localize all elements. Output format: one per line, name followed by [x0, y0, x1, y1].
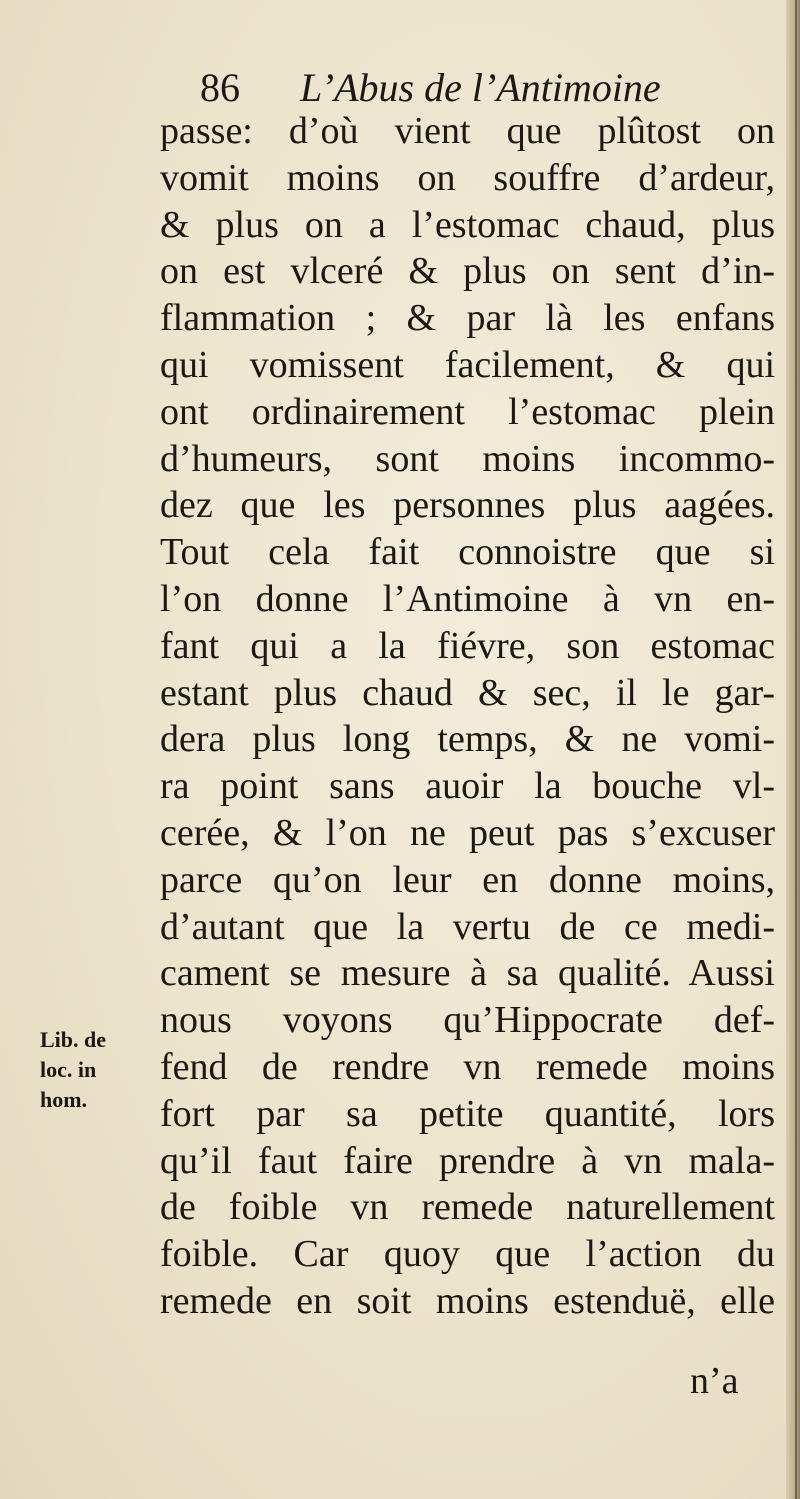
page-edge-line — [795, 0, 797, 1499]
text-line: ont ordinairement l’estomac plein — [160, 390, 775, 433]
text-line: & plus on a l’estomac chaud, plus — [160, 203, 775, 246]
text-line: ra point sans auoir la bouche vl- — [160, 765, 775, 808]
text-line: de foible vn remede naturellement — [160, 1186, 775, 1229]
margin-note-line: Lib. de — [40, 1027, 107, 1052]
text-line: nous voyons qu’Hippocrate def- — [160, 999, 775, 1042]
body-text — [160, 108, 775, 1325]
text-line: flammation ; & par là les enfans — [160, 297, 775, 340]
text-line: qu’il faut faire prendre à vn mala- — [160, 1139, 775, 1182]
page-number: 86 — [200, 65, 240, 110]
margin-note-line: loc. in — [40, 1057, 97, 1082]
text-line: fend de rendre vn remede moins — [160, 1045, 775, 1088]
text-line: parce qu’on leur en donne moins, — [160, 858, 775, 901]
text-line: d’humeurs, sont moins incommo- — [160, 437, 775, 480]
text-line: d’autant que la vertu de ce medi- — [160, 905, 775, 948]
catchword: n’a — [690, 1360, 739, 1402]
text-line: passe: d’où vient que plûtost on — [160, 110, 775, 152]
running-head — [200, 64, 760, 112]
text-line: remede en soit moins estenduë, elle — [160, 1279, 775, 1322]
text-line: l’on donne l’Antimoine à vn en- — [160, 577, 775, 620]
margin-note — [40, 1025, 155, 1115]
text-line: on est vlceré & plus on sent d’in- — [160, 250, 775, 293]
page-edge — [786, 0, 800, 1499]
text-line: cament se mesure à sa qualité. Aussi — [160, 952, 775, 995]
text-line: fant qui a la fiévre, son estomac — [160, 624, 775, 667]
text-line: fort par sa petite quantité, lors — [160, 1092, 775, 1135]
text-line: dera plus long temps, & ne vomi- — [160, 718, 775, 761]
running-title: L’Abus de l’Antimoine — [300, 65, 661, 110]
text-line: dez que les personnes plus aagées. — [160, 484, 775, 527]
text-line: cerée, & l’on ne peut pas s’excuser — [160, 811, 775, 854]
text-line: estant plus chaud & sec, il le gar- — [160, 671, 775, 714]
text-line: foible. Car quoy que l’action du — [160, 1233, 775, 1276]
text-line: qui vomissent facilement, & qui — [160, 343, 775, 386]
text-line: Tout cela fait connoistre que si — [160, 531, 775, 574]
margin-note-line: hom. — [40, 1087, 88, 1112]
text-line: vomit moins on souffre d’ardeur, — [160, 156, 775, 199]
